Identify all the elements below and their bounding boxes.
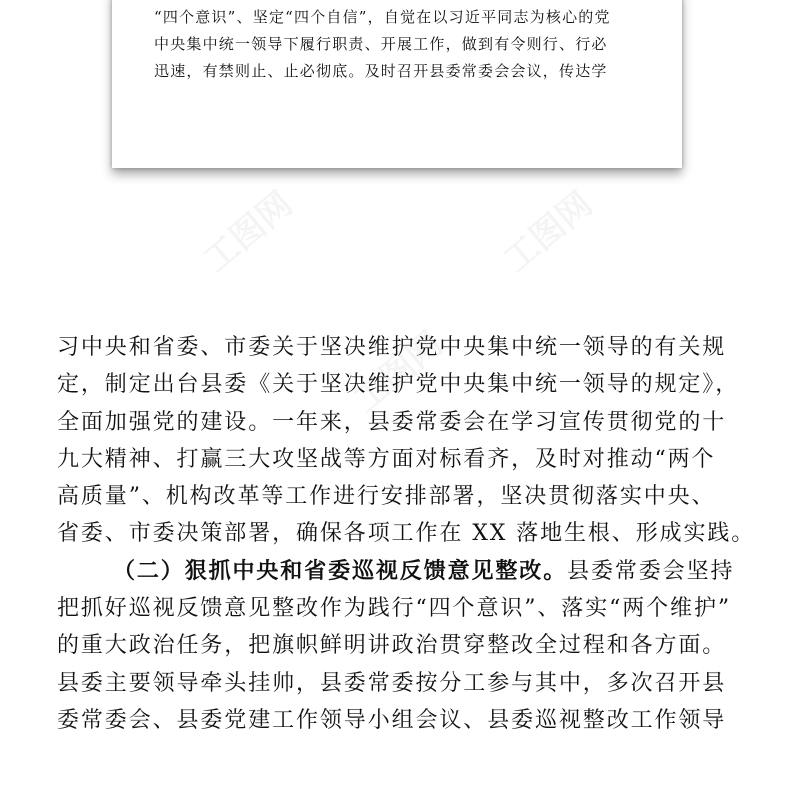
quoted-page-card [112,0,682,168]
watermark [191,178,301,281]
body-line: 省委、市委决策部署，确保各项工作在 XX 落地生根、形成实践。 [57,521,756,547]
body-line: 习中央和省委、市委关于坚决维护党中央集中统一领导的有关规 [57,335,727,360]
card-line: 中央集中统一领导下履行职责、开展工作，做到有令则行、行必 [154,35,608,53]
body-line: 定，制定出台县委《关于坚决维护党中央集中统一领导的规定》， [57,372,740,398]
card-line: “四个意识”、坚定“四个自信”，自觉在以习近平同志为核心的党 [154,8,611,26]
card-paragraph [154,4,654,85]
section-heading: （二）狠抓中央和省委巡视反馈意见整改。 [113,557,568,584]
body-line: 委常委会、县委党建工作领导小组会议、县委巡视整改工作领导 [57,707,727,733]
document-body [57,329,757,739]
body-line: 高质量”、机构改革等工作进行安排部署，坚决贯彻落实中央、 [57,484,716,510]
card-line: 迅速，有禁则止、止必彻底。及时召开县委常委会会议，传达学 [154,62,608,80]
watermark [491,178,601,281]
body-line: 全面加强党的建设。一年来，县委常委会在学习宣传贯彻党的十 [57,409,727,435]
body-line: 县委主要领导牵头挂帅，县委常委按分工参与其中，多次召开县 [57,670,727,696]
body-line: 九大精神、打赢三大攻坚战等方面对标看齐，及时对推动“两个 [57,446,716,472]
body-line: 把抓好巡视反馈意见整改作为践行“四个意识”、落实“两个维护” [57,596,731,622]
section-first-line-rest: 县委常委会坚持 [567,558,735,584]
section-first-line [57,553,757,590]
body-line: 的重大政治任务，把旗帜鲜明讲政治贯穿整改全过程和各方面。 [57,633,727,659]
